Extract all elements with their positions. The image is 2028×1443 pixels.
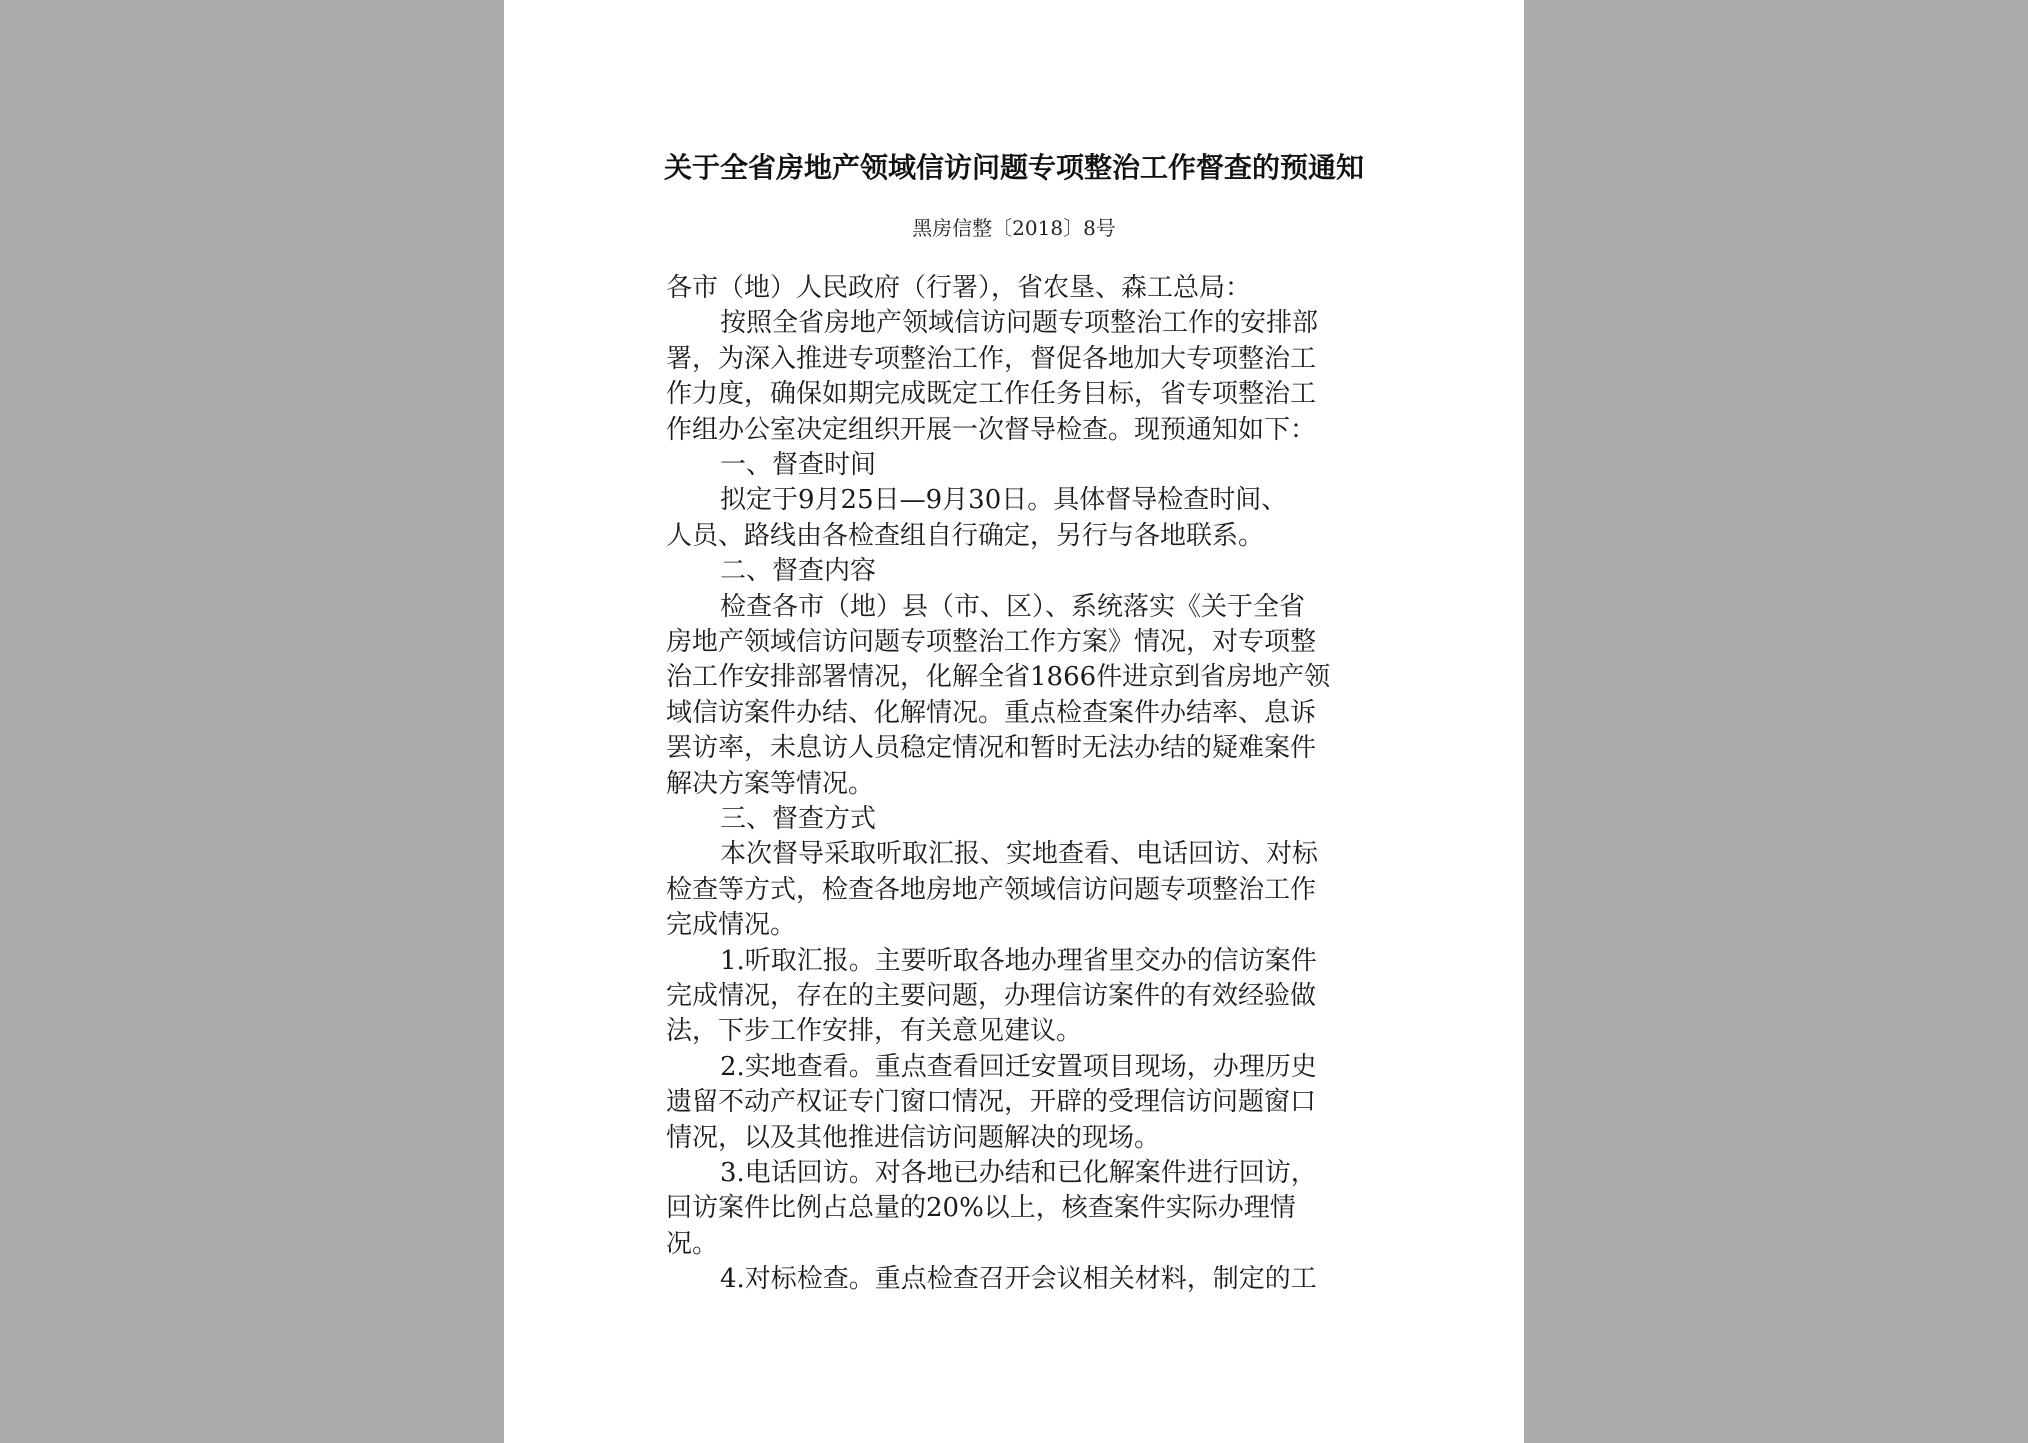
body-line: 3.电话回访。对各地已办结和已化解案件进行回访， bbox=[720, 1158, 1317, 1188]
body-line: 回访案件比例占总量的20%以上，核查案件实际办理情 bbox=[666, 1193, 1296, 1224]
document-number: 黑房信整〔2018〕8号 bbox=[912, 216, 1116, 240]
body-line: 1.听取汇报。主要听取各地办理省里交办的信访案件 bbox=[720, 945, 1317, 976]
body-line: 情况，以及其他推进信访问题解决的现场。 bbox=[666, 1122, 1161, 1153]
body-line: 遗留不动产权证专门窗口情况，开辟的受理信访问题窗口 bbox=[666, 1087, 1317, 1118]
body-line: 治工作安排部署情况，化解全省1866件进京到省房地产领 bbox=[666, 662, 1331, 693]
body-line: 二、督查内容 bbox=[720, 556, 877, 587]
body-line: 2.实地查看。重点查看回迁安置项目现场，办理历史 bbox=[720, 1051, 1317, 1082]
body-line: 署，为深入推进专项整治工作，督促各地加大专项整治工 bbox=[666, 343, 1317, 374]
body-line: 域信访案件办结、化解情况。重点检查案件办结率、息诉 bbox=[666, 697, 1317, 728]
body-line: 4.对标检查。重点检查召开会议相关材料，制定的工 bbox=[720, 1264, 1317, 1295]
body-line: 本次督导采取听取汇报、实地查看、电话回访、对标 bbox=[720, 839, 1319, 870]
body-line: 三、督查方式 bbox=[720, 804, 877, 834]
body-line: 房地产领域信访问题专项整治工作方案》情况，对专项整 bbox=[666, 627, 1317, 657]
body-line: 检查各市（地）县（市、区）、系统落实《关于全省 bbox=[720, 591, 1306, 622]
body-line: 作力度，确保如期完成既定工作任务目标，省专项整治工 bbox=[666, 379, 1317, 410]
document-page bbox=[504, 0, 1524, 1443]
body-line: 法，下步工作安排，有关意见建议。 bbox=[666, 1016, 1083, 1047]
body-line: 解决方案等情况。 bbox=[666, 768, 875, 799]
body-line: 各市（地）人民政府（行署），省农垦、森工总局： bbox=[666, 273, 1252, 303]
body-line: 拟定于9月25日—9月30日。具体督导检查时间、 bbox=[720, 485, 1288, 516]
body-line: 人员、路线由各检查组自行确定，另行与各地联系。 bbox=[666, 520, 1265, 551]
body-line: 完成情况，存在的主要问题，办理信访案件的有效经验做 bbox=[666, 981, 1317, 1011]
document-title: 关于全省房地产领域信访问题专项整治工作督查的预通知 bbox=[663, 151, 1364, 184]
body-line: 况。 bbox=[666, 1228, 719, 1259]
body-line: 完成情况。 bbox=[666, 910, 797, 941]
body-line: 作组办公室决定组织开展一次督导检查。现预通知如下： bbox=[666, 414, 1317, 445]
body-line: 检查等方式，检查各地房地产领域信访问题专项整治工作 bbox=[666, 874, 1317, 905]
body-line: 罢访率，未息访人员稳定情况和暂时无法办结的疑难案件 bbox=[666, 733, 1317, 764]
body-line: 按照全省房地产领域信访问题专项整治工作的安排部 bbox=[720, 308, 1319, 339]
body-line: 一、督查时间 bbox=[720, 450, 877, 480]
